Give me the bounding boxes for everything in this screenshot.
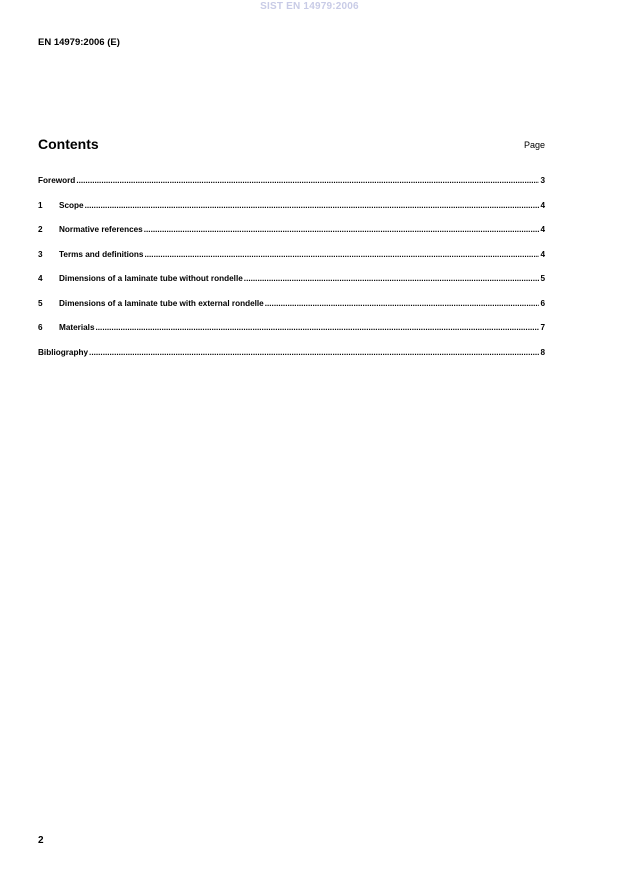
page-number: 2 bbox=[38, 835, 44, 846]
toc-entry-title: Terms and definitions bbox=[59, 249, 144, 259]
toc-entry-number: 1 bbox=[38, 200, 43, 210]
toc-entry-title: Bibliography bbox=[38, 347, 89, 357]
page-column-label: Page bbox=[523, 140, 545, 150]
toc-entry-page: 4 bbox=[540, 249, 545, 259]
toc-entry-title: Scope bbox=[59, 200, 84, 210]
toc-entry-number: 4 bbox=[38, 274, 43, 283]
toc-leader-dots bbox=[144, 225, 540, 234]
toc-entry-page: 3 bbox=[540, 176, 545, 185]
toc-entry-page: 5 bbox=[540, 274, 545, 283]
toc-entry-title: Dimensions of a laminate tube without rondelle bbox=[59, 274, 243, 283]
toc-entry-title: Normative references bbox=[59, 225, 143, 234]
toc-entry-title: Foreword bbox=[38, 176, 76, 185]
toc-entry-page: 4 bbox=[540, 225, 545, 234]
toc-entry-title: Materials bbox=[59, 323, 95, 332]
toc-leader-dots bbox=[85, 201, 540, 210]
toc-entry-page: 6 bbox=[540, 298, 545, 308]
toc-entry-dimensions-external-rondelle[interactable] bbox=[38, 299, 545, 324]
toc-entry-foreword[interactable] bbox=[38, 176, 545, 201]
toc-leader-dots bbox=[244, 274, 540, 283]
toc-entry-page: 8 bbox=[540, 347, 545, 357]
document-reference: EN 14979:2006 (E) bbox=[38, 37, 120, 48]
toc-entry-page: 4 bbox=[540, 200, 545, 210]
toc-leader-dots bbox=[144, 250, 539, 259]
toc-leader-dots bbox=[76, 176, 539, 185]
toc-entry-normative-references[interactable] bbox=[38, 225, 545, 250]
toc-entry-title: Dimensions of a laminate tube with external rondelle bbox=[59, 298, 264, 308]
toc-leader-dots bbox=[89, 348, 539, 357]
toc-entry-dimensions-without-rondelle[interactable] bbox=[38, 274, 545, 299]
toc-entry-bibliography[interactable] bbox=[38, 348, 545, 373]
toc-leader-dots bbox=[265, 299, 540, 308]
toc-entry-materials[interactable] bbox=[38, 323, 545, 348]
contents-heading: Contents bbox=[38, 136, 99, 152]
toc-entry-scope[interactable] bbox=[38, 201, 545, 226]
table-of-contents bbox=[38, 176, 545, 372]
toc-entry-terms-and-definitions[interactable] bbox=[38, 250, 545, 275]
toc-entry-number: 6 bbox=[38, 323, 43, 332]
toc-entry-page: 7 bbox=[540, 323, 545, 332]
toc-entry-number: 2 bbox=[38, 225, 43, 234]
watermark: SIST EN 14979:2006 bbox=[260, 1, 359, 12]
toc-entry-number: 5 bbox=[38, 298, 43, 308]
toc-leader-dots bbox=[96, 323, 540, 332]
toc-entry-number: 3 bbox=[38, 249, 43, 259]
